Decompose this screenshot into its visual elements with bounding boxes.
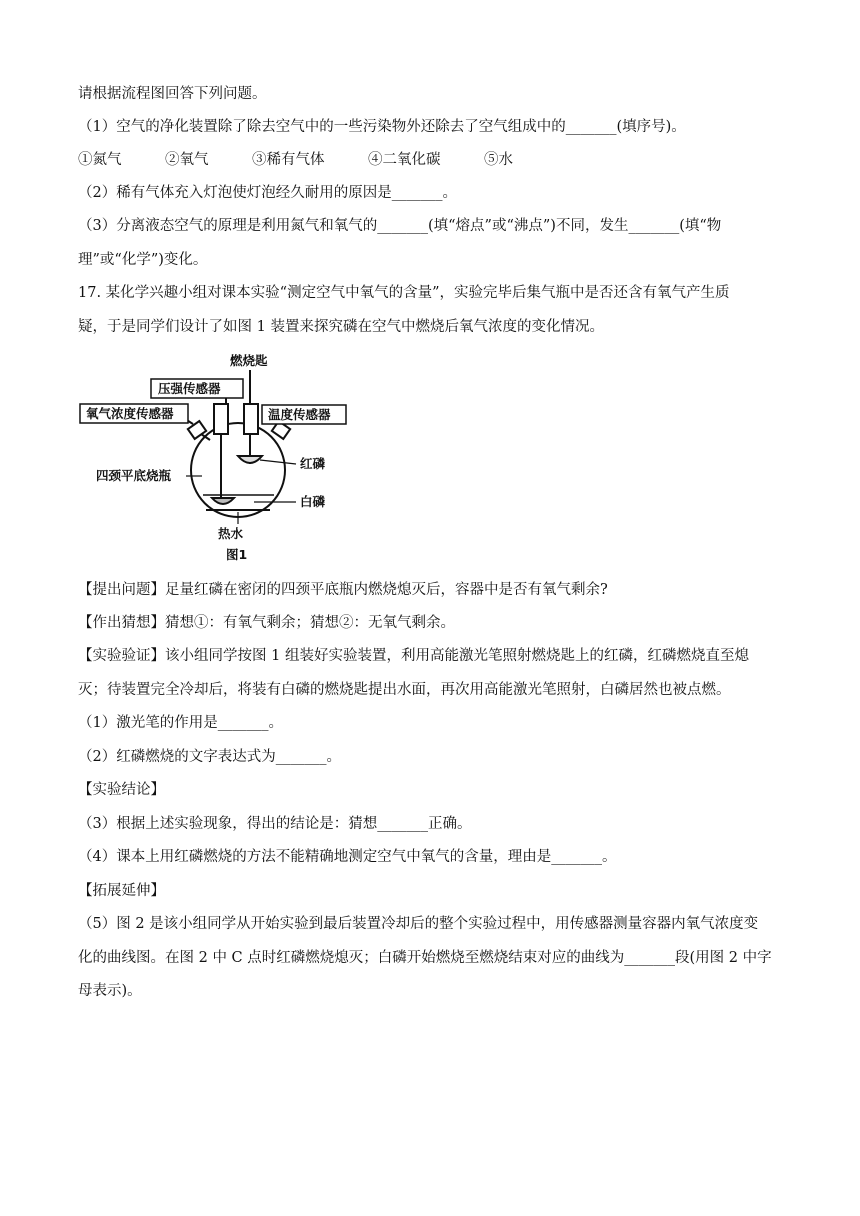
question-17-line1: 17. 某化学兴趣小组对课本实验“测定空气中氧气的含量”，实验完毕后集气瓶中是否还含有氧气产生质 [78, 285, 730, 301]
question-1-options: ①氮气 ②氧气 ③稀有气体 ④二氧化碳 ⑤水 [78, 152, 513, 168]
section-conclusion: 【实验结论】 [78, 782, 165, 798]
sub-question-3: （3）根据上述实验现象，得出的结论是：猜想_______正确。 [78, 816, 472, 832]
label-combustion-spoon: 燃烧匙 [230, 353, 268, 368]
figure-1-apparatus [78, 352, 368, 567]
section-extension: 【拓展延伸】 [78, 883, 165, 899]
question-1: （1）空气的净化装置除了除去空气中的一些污染物外还除去了空气组成中的_______(填序号)。 [78, 119, 686, 135]
question-17-line2: 疑，于是同学们设计了如图 1 装置来探究磷在空气中燃烧后氧气浓度的变化情况。 [78, 319, 604, 335]
section-hypothesis: 【作出猜想】猜想①：有氧气剩余；猜想②：无氧气剩余。 [78, 615, 455, 631]
section-question: 【提出问题】足量红磷在密闭的四颈平底瓶内燃烧熄灭后，容器中是否有氧气剩余? [78, 582, 608, 598]
label-red-phosphorus: 红磷 [300, 456, 326, 471]
question-2: （2）稀有气体充入灯泡使灯泡经久耐用的原因是_______。 [78, 185, 457, 201]
sub-question-1: （1）激光笔的作用是_______。 [78, 715, 283, 731]
sub-question-2: （2）红磷燃烧的文字表达式为_______。 [78, 749, 341, 765]
sub-question-5-line3: 母表示)。 [78, 983, 142, 999]
intro-line: 请根据流程图回答下列问题。 [78, 86, 267, 102]
sub-question-4: （4）课本上用红磷燃烧的方法不能精确地测定空气中氧气的含量，理由是_______。 [78, 849, 617, 865]
question-3-line1: （3）分离液态空气的原理是利用氮气和氧气的_______(填“熔点”或“沸点”)不同，发生_______(填“物 [78, 218, 722, 234]
label-pressure-sensor: 压强传感器 [158, 381, 221, 396]
label-oxygen-sensor: 氧气浓度传感器 [86, 406, 174, 421]
question-3-line2: 理”或“化学”)变化。 [78, 252, 208, 268]
label-white-phosphorus: 白磷 [300, 494, 326, 509]
section-verification-line1: 【实验验证】该小组同学按图 1 组装好实验装置，利用高能激光笔照射燃烧匙上的红磷，红磷燃烧直至熄 [78, 648, 749, 664]
apparatus-drawing [78, 352, 368, 567]
label-four-neck-flask: 四颈平底烧瓶 [96, 468, 172, 483]
sub-question-5-line2: 化的曲线图。在图 2 中 C 点时红磷燃烧熄灭；白磷开始燃烧至燃烧结束对应的曲线为_______段(用图 2 中字 [78, 950, 772, 966]
section-verification-line2: 灭；待装置完全冷却后，将装有白磷的燃烧匙提出水面，再次用高能激光笔照射，白磷居然也被点燃。 [78, 682, 731, 698]
label-hot-water: 热水 [218, 526, 244, 541]
figure-caption: 图1 [226, 547, 248, 562]
label-temperature-sensor: 温度传感器 [268, 407, 331, 422]
sub-question-5-line1: （5）图 2 是该小组同学从开始实验到最后装置冷却后的整个实验过程中，用传感器测量容器内氧气浓度变 [78, 916, 759, 932]
